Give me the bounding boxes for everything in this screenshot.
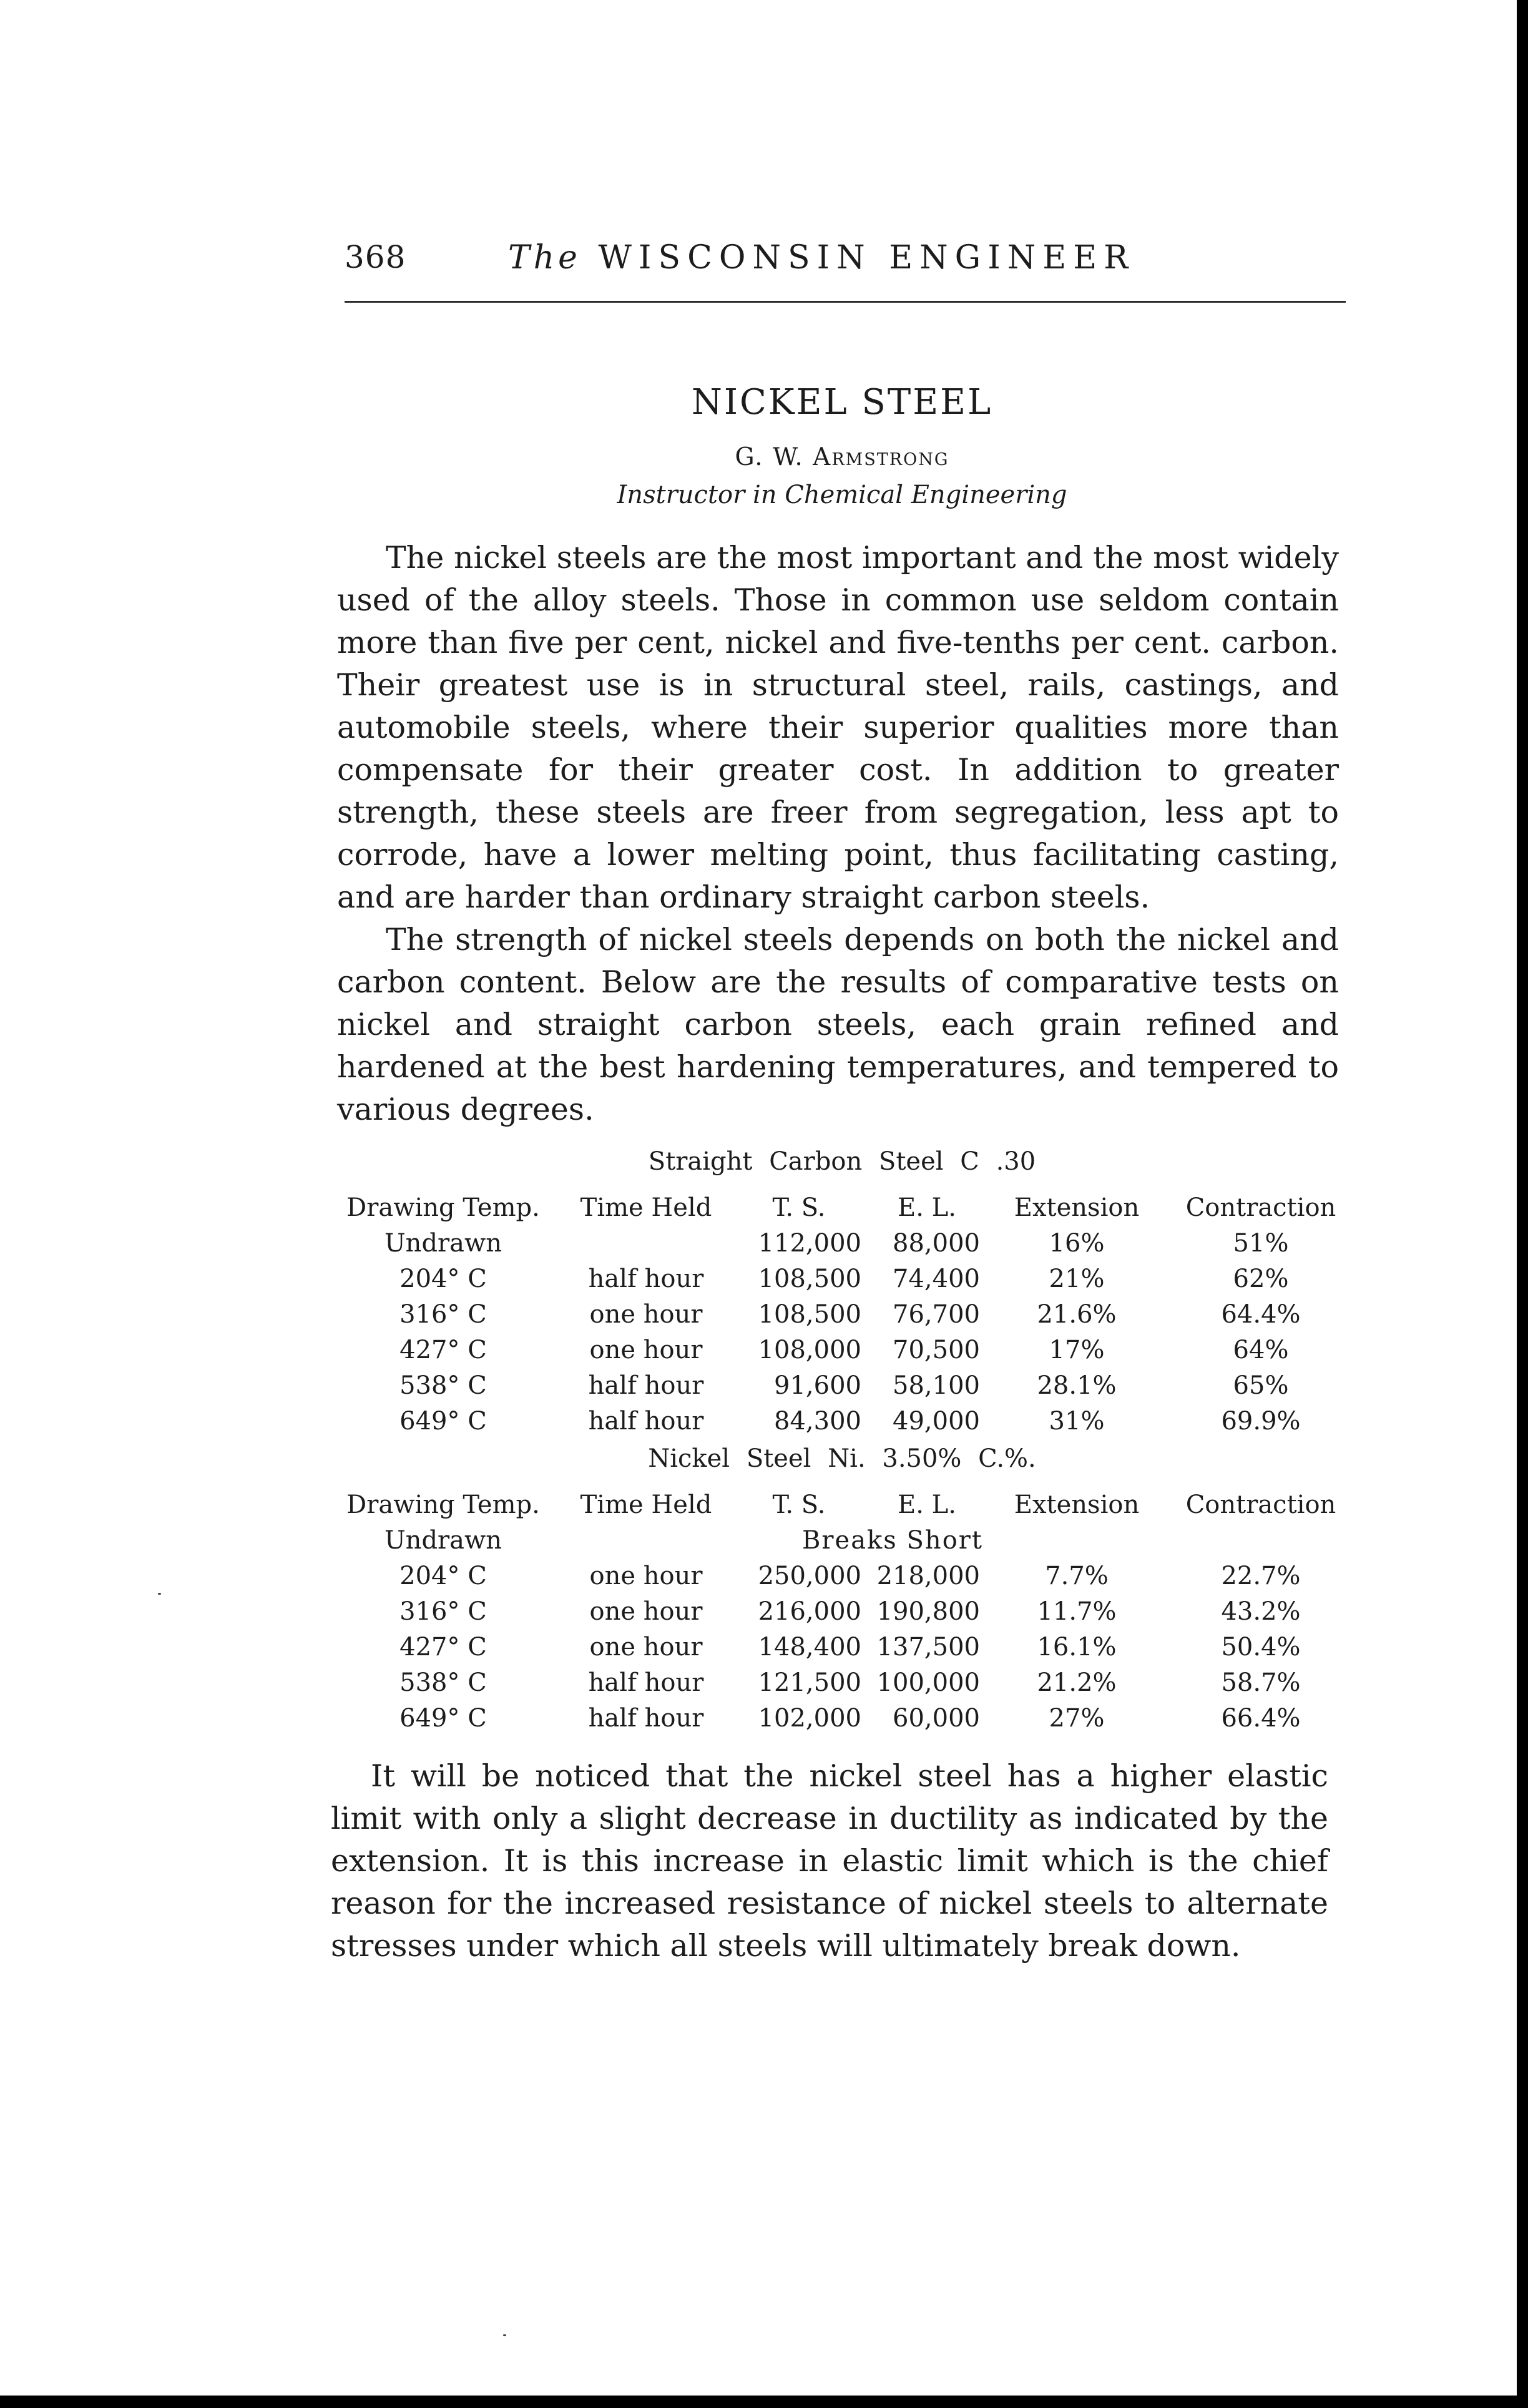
table-cell: 204° C (399, 1562, 487, 1590)
table-cell: 538° C (399, 1371, 487, 1400)
table-cell: 108,500 (758, 1300, 861, 1329)
table-cell: 76,700 (893, 1300, 980, 1329)
table-cell: 74,400 (893, 1265, 980, 1293)
table-cell: 65% (1233, 1371, 1289, 1400)
table-cell: Undrawn (384, 1526, 502, 1555)
column-header: Extension (1014, 1490, 1140, 1519)
table-cell: 91,600 (774, 1371, 861, 1400)
table-cell: 108,000 (758, 1336, 861, 1364)
column-header: Drawing Temp. (346, 1193, 540, 1222)
table-cell: half hour (588, 1704, 704, 1733)
table-caption: Nickel Steel Ni. 3.50% C.%. (648, 1444, 1036, 1473)
column-header: T. S. (772, 1193, 826, 1222)
scan-speck (503, 2334, 506, 2336)
table-cell: 7.7% (1045, 1562, 1109, 1590)
table-row (331, 1597, 1354, 1633)
table-cell: 316° C (399, 1597, 487, 1626)
table-cell: one hour (589, 1336, 703, 1364)
running-title (508, 239, 1135, 277)
paragraph: The nickel steels are the most important and the most widely used of the alloy steels. Those in common use seldom contain more than five per cent, nickel and five-tenths per cent. carbon. Their greatest use is in structural steel, rails, castings, and automobile steels, where their superior qualities more than compensate for their greater cost. In addition to greater strength, these steels are freer from segregation, less apt to corrode, have a lower melting point, thus facilitating casting, and are harder than ordinary straight carbon steels. (337, 540, 1339, 915)
table-header-row (331, 1490, 1354, 1526)
table-cell: 218,000 (876, 1562, 980, 1590)
table-cell: 11.7% (1037, 1597, 1117, 1626)
table-row (331, 1633, 1354, 1668)
carbon-steel-table (331, 1193, 1354, 1442)
author-role: Instructor in Chemical Engineering (617, 481, 1067, 509)
table-cell: 31% (1049, 1407, 1105, 1436)
column-header: Time Held (580, 1193, 712, 1222)
nickel-steel-table (331, 1490, 1354, 1740)
table-cell: half hour (588, 1371, 704, 1400)
table-cell: 427° C (399, 1336, 487, 1364)
table-cell: 148,400 (758, 1633, 861, 1662)
table-cell: 43.2% (1221, 1597, 1301, 1626)
paragraph: It will be noticed that the nickel steel has a higher elastic limit with only a slight decrease in ductility as indicated by the extension. It is this increase in elastic limit which is the chief reason for the increased resistance of nickel steels to alternate stresses under which all steels will ultimately break down. (331, 1758, 1328, 1964)
table-cell: 112,000 (758, 1229, 861, 1258)
table-cell: one hour (589, 1597, 703, 1626)
table-cell: 649° C (399, 1704, 487, 1733)
table-cell: 84,300 (774, 1407, 861, 1436)
running-header (345, 239, 1346, 301)
table-cell: 21% (1049, 1265, 1105, 1293)
column-header: E. L. (898, 1193, 956, 1222)
table-cell: one hour (589, 1633, 703, 1662)
table-cell-note: Breaks Short (802, 1526, 983, 1555)
paragraph: The strength of nickel steels depends on both the nickel and carbon content. Below are the results of comparative tests on nickel and straight carbon steels, each grain refined and hardened at the best hardening temperatures, and tempered to various degrees. (337, 922, 1339, 1127)
table-cell: 216,000 (758, 1597, 861, 1626)
table-cell: 22.7% (1221, 1562, 1301, 1590)
running-title-text: WISCONSIN ENGINEER (598, 239, 1135, 277)
column-header: T. S. (772, 1490, 826, 1519)
table-cell: 204° C (399, 1265, 487, 1293)
table-cell: half hour (588, 1668, 704, 1697)
column-header: Extension (1014, 1193, 1140, 1222)
column-header: Drawing Temp. (346, 1490, 540, 1519)
table-cell: 16.1% (1037, 1633, 1117, 1662)
table-cell: 28.1% (1037, 1371, 1117, 1400)
table-cell: 17% (1049, 1336, 1105, 1364)
table-cell: 538° C (399, 1668, 487, 1697)
table-row (331, 1407, 1354, 1442)
column-header: E. L. (898, 1490, 956, 1519)
table-cell: 21.2% (1037, 1668, 1117, 1697)
table-header-row (331, 1193, 1354, 1229)
table-cell: 64% (1233, 1336, 1289, 1364)
table-row (331, 1300, 1354, 1336)
table-cell: 64.4% (1221, 1300, 1301, 1329)
table-row (331, 1265, 1354, 1300)
table-cell: one hour (589, 1300, 703, 1329)
table-cell: 649° C (399, 1407, 487, 1436)
table-cell: 190,800 (876, 1597, 980, 1626)
table-cell: 51% (1233, 1229, 1289, 1258)
table-cell: 50.4% (1221, 1633, 1301, 1662)
column-header: Contraction (1185, 1490, 1336, 1519)
scan-edge-right (1517, 0, 1528, 2408)
table-row (331, 1562, 1354, 1597)
table-cell: 102,000 (758, 1704, 861, 1733)
table-row (331, 1526, 1354, 1562)
table-cell: 108,500 (758, 1265, 861, 1293)
table-cell: 16% (1049, 1229, 1105, 1258)
table-cell: 58.7% (1221, 1668, 1301, 1697)
column-header: Contraction (1185, 1193, 1336, 1222)
table-cell: 60,000 (893, 1704, 980, 1733)
table-cell: 62% (1233, 1265, 1289, 1293)
table-cell: 66.4% (1221, 1704, 1301, 1733)
running-title-prefix: The (508, 239, 581, 277)
table-caption: Straight Carbon Steel C .30 (648, 1147, 1036, 1176)
table-cell: 27% (1049, 1704, 1105, 1733)
table-row (331, 1371, 1354, 1407)
table-row (331, 1704, 1354, 1740)
table-cell: half hour (588, 1265, 704, 1293)
table-cell: 427° C (399, 1633, 487, 1662)
author-name: G. W. Armstrong (735, 443, 949, 471)
scan-speck (158, 1593, 161, 1595)
table-cell: 250,000 (758, 1562, 861, 1590)
table-row (331, 1229, 1354, 1265)
table-cell: half hour (588, 1407, 704, 1436)
table-cell: one hour (589, 1562, 703, 1590)
column-header: Time Held (580, 1490, 712, 1519)
table-cell: 70,500 (893, 1336, 980, 1364)
scan-edge-bottom (0, 2396, 1528, 2408)
table-cell: 316° C (399, 1300, 487, 1329)
table-cell: 69.9% (1221, 1407, 1301, 1436)
table-row (331, 1668, 1354, 1704)
table-cell: 137,500 (876, 1633, 980, 1662)
table-row (331, 1336, 1354, 1371)
table-cell: 100,000 (876, 1668, 980, 1697)
table-cell: 121,500 (758, 1668, 861, 1697)
table-cell: 58,100 (893, 1371, 980, 1400)
article-title: NICKEL STEEL (691, 382, 993, 423)
header-rule (345, 301, 1346, 303)
table-cell: Undrawn (384, 1229, 502, 1258)
table-cell: 49,000 (893, 1407, 980, 1436)
table-cell: 88,000 (893, 1229, 980, 1258)
page-number: 368 (345, 239, 406, 275)
table-cell: 21.6% (1037, 1300, 1117, 1329)
